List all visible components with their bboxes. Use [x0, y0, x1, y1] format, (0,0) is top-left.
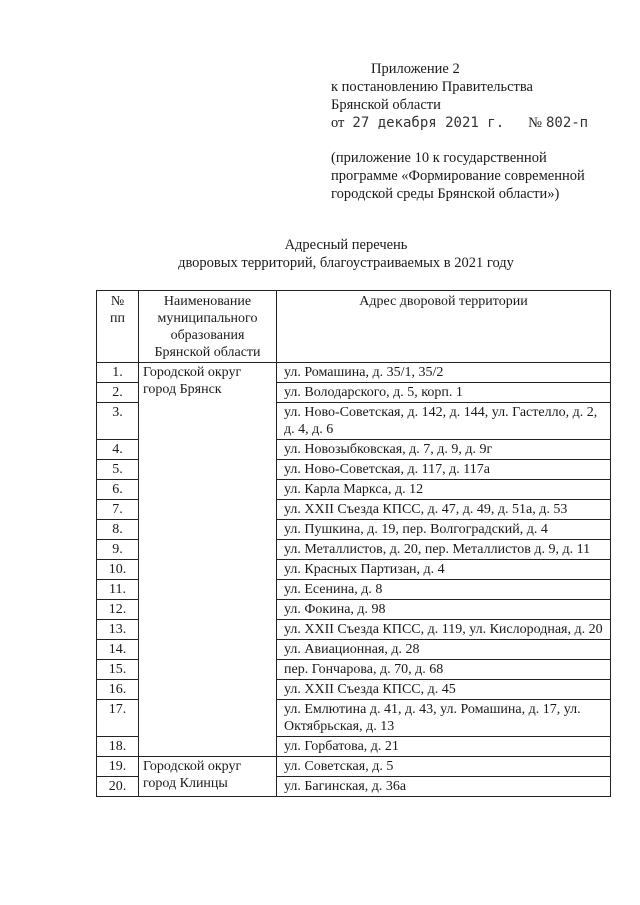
address-cell: ул. Фокина, д. 98 [277, 600, 611, 620]
appendix-number-label: № [528, 115, 542, 131]
row-number: 19. [97, 757, 139, 777]
list-subheading: дворовых территорий, благоустраиваемых в 2021 году [178, 255, 514, 271]
row-number: 15. [97, 660, 139, 680]
appendix-number: 802-п [545, 115, 589, 131]
row-number: 12. [97, 600, 139, 620]
row-number: 2. [97, 383, 139, 403]
program-note [331, 149, 631, 203]
municipality-line: город Клинцы [143, 776, 228, 791]
header-municipality-line: образования [170, 328, 245, 343]
header-num-line: № [110, 294, 125, 309]
row-number: 11. [97, 580, 139, 600]
table-row [97, 363, 611, 383]
row-number: 16. [97, 680, 139, 700]
row-number: 3. [97, 403, 139, 440]
row-number: 8. [97, 520, 139, 540]
address-cell: ул. Авиационная, д. 28 [277, 640, 611, 660]
address-cell: ул. Пушкина, д. 19, пер. Волгоградский, д. 4 [277, 520, 611, 540]
address-cell: ул. Горбатова, д. 21 [277, 737, 611, 757]
address-cell: ул. Багинская, д. 36а [277, 777, 611, 797]
row-number: 20. [97, 777, 139, 797]
row-number: 13. [97, 620, 139, 640]
program-note-line-2: программе «Формирование современной [331, 168, 585, 184]
header-address: Адрес дворовой территории [277, 291, 611, 363]
appendix-line-1: к постановлению Правительства [331, 79, 533, 95]
row-number: 6. [97, 480, 139, 500]
row-number: 7. [97, 500, 139, 520]
address-cell: ул. Советская, д. 5 [277, 757, 611, 777]
appendix-block [331, 60, 631, 132]
header-num [97, 291, 139, 363]
address-cell: ул. Емлютина д. 41, д. 43, ул. Ромашина, д. 17, ул. Октябрьская, д. 13 [277, 700, 611, 737]
row-number: 10. [97, 560, 139, 580]
header-num-line: пп [110, 311, 125, 326]
program-note-line-1: (приложение 10 к государственной [331, 150, 547, 166]
address-cell: ул. Металлистов, д. 20, пер. Металлистов д. 9, д. 11 [277, 540, 611, 560]
program-note-line-3: городской среды Брянской области») [331, 186, 560, 202]
row-number: 9. [97, 540, 139, 560]
row-number: 4. [97, 440, 139, 460]
address-cell: ул. Ново-Советская, д. 142, д. 144, ул. Гастелло, д. 2, д. 4, д. 6 [277, 403, 611, 440]
row-number: 18. [97, 737, 139, 757]
address-cell: пер. Гончарова, д. 70, д. 68 [277, 660, 611, 680]
municipality-line: город Брянск [143, 382, 222, 397]
appendix-date-row [331, 114, 631, 132]
list-heading: Адресный перечень [284, 237, 408, 253]
header-municipality-line: Брянской области [154, 345, 261, 360]
address-cell: ул. XXII Съезда КПСС, д. 119, ул. Кислородная, д. 20 [277, 620, 611, 640]
municipality-line: Городской округ [143, 759, 242, 774]
row-number: 17. [97, 700, 139, 737]
appendix-from-label: от [331, 115, 345, 131]
municipality-cell [139, 757, 277, 797]
address-cell: ул. Есенина, д. 8 [277, 580, 611, 600]
address-table [96, 290, 611, 797]
header-municipality-line: Наименование [163, 294, 252, 309]
appendix-title: Приложение 2 [371, 61, 460, 77]
municipality-line: Городской округ [143, 365, 242, 380]
address-cell: ул. XXII Съезда КПСС, д. 47, д. 49, д. 51а, д. 53 [277, 500, 611, 520]
header-municipality-line: муниципального [157, 311, 258, 326]
appendix-date: 27 декабря 2021 г. [352, 115, 505, 131]
address-cell: ул. Ново-Советская, д. 117, д. 117а [277, 460, 611, 480]
appendix-line-2: Брянской области [331, 97, 441, 113]
table-row [97, 757, 611, 777]
row-number: 1. [97, 363, 139, 383]
table-header-row [97, 291, 611, 363]
address-cell: ул. Карла Маркса, д. 12 [277, 480, 611, 500]
address-cell: ул. Ромашина, д. 35/1, 35/2 [277, 363, 611, 383]
row-number: 5. [97, 460, 139, 480]
address-cell: ул. Володарского, д. 5, корп. 1 [277, 383, 611, 403]
header-municipality [139, 291, 277, 363]
row-number: 14. [97, 640, 139, 660]
address-cell: ул. Красных Партизан, д. 4 [277, 560, 611, 580]
address-cell: ул. Новозыбковская, д. 7, д. 9, д. 9г [277, 440, 611, 460]
municipality-cell [139, 363, 277, 757]
address-cell: ул. XXII Съезда КПСС, д. 45 [277, 680, 611, 700]
table-body [97, 363, 611, 797]
